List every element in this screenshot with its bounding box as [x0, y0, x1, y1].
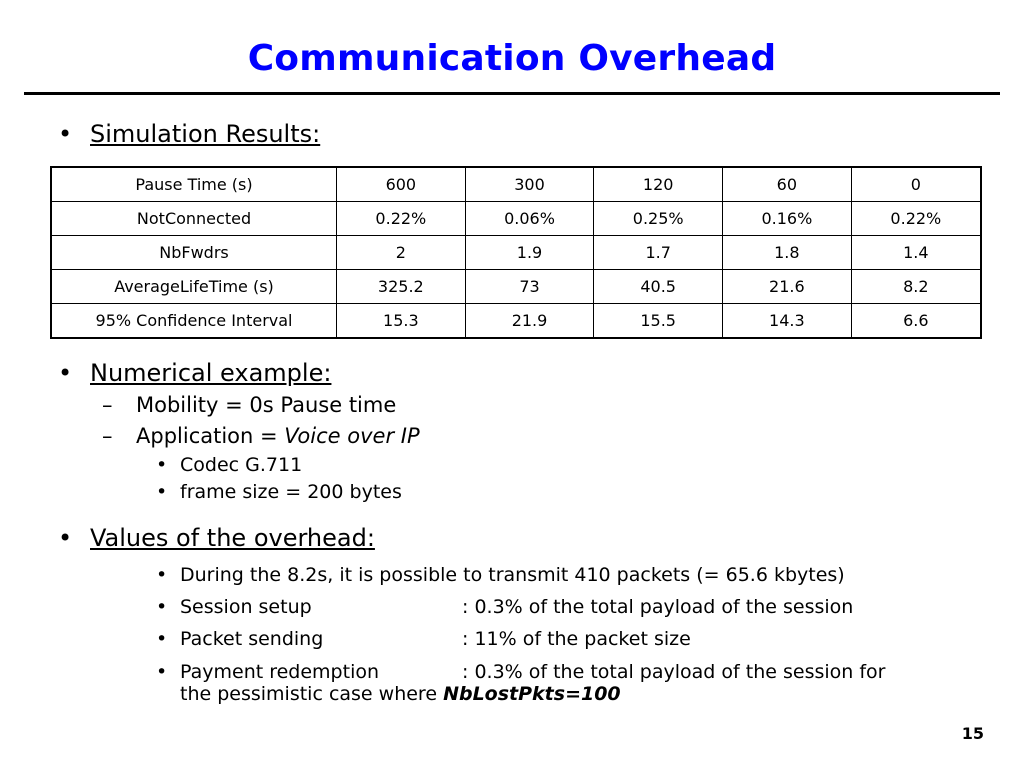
section-heading: Numerical example: — [90, 359, 332, 387]
bullet-icon: • — [156, 481, 168, 503]
table-row — [51, 236, 981, 270]
table-cell: NotConnected — [51, 202, 337, 236]
title-divider — [24, 92, 1000, 95]
bullet-icon: • — [156, 564, 168, 586]
table-row — [51, 202, 981, 236]
table-cell: 0.22% — [337, 202, 466, 236]
list-item-text: Payment redemption — [180, 661, 380, 683]
continuation-text: the pessimistic case where — [180, 683, 444, 705]
list-item-text: Mobility = 0s Pause time — [136, 393, 397, 417]
table-cell: Pause Time (s) — [51, 167, 337, 202]
list-item-text: Session setup — [180, 596, 312, 618]
table-cell: 21.6 — [723, 270, 852, 304]
table-cell: 0.25% — [594, 202, 723, 236]
results-table — [50, 166, 982, 339]
bullet-icon: • — [156, 661, 168, 683]
table-cell: 1.4 — [851, 236, 981, 270]
table-cell: 600 — [337, 167, 466, 202]
dash-icon: – — [102, 424, 113, 448]
table-cell: 1.9 — [465, 236, 594, 270]
table-row — [51, 167, 981, 202]
bullet-icon: • — [58, 120, 73, 148]
slide-title: Communication Overhead — [247, 38, 777, 79]
table-cell: 0.16% — [723, 202, 852, 236]
list-item-text: Packet sending — [180, 628, 324, 650]
table-cell: 6.6 — [851, 304, 981, 339]
list-item-value: : 0.3% of the total payload of the session — [462, 596, 854, 618]
bullet-icon: • — [156, 596, 168, 618]
table-cell: 325.2 — [337, 270, 466, 304]
table-row — [51, 270, 981, 304]
bullet-icon: • — [58, 359, 73, 387]
list-item-value: : 0.3% of the total payload of the session for — [462, 661, 886, 683]
table-cell: NbFwdrs — [51, 236, 337, 270]
table-cell: 1.8 — [723, 236, 852, 270]
table-cell: 120 — [594, 167, 723, 202]
bullet-icon: • — [156, 628, 168, 650]
table-cell: AverageLifeTime (s) — [51, 270, 337, 304]
table-cell: 300 — [465, 167, 594, 202]
list-item-emphasis: Voice over IP — [284, 424, 420, 448]
dash-icon: – — [102, 393, 113, 417]
section-heading: Simulation Results: — [90, 120, 321, 148]
bullet-icon: • — [156, 454, 168, 476]
list-item-label: Application = — [136, 424, 285, 448]
list-item-text — [136, 423, 420, 449]
page-number: 15 — [961, 724, 984, 743]
table-cell: 8.2 — [851, 270, 981, 304]
table-cell: 95% Confidence Interval — [51, 304, 337, 339]
list-item-continuation — [180, 682, 621, 706]
table-cell: 0.06% — [465, 202, 594, 236]
list-item-value: : 11% of the packet size — [462, 628, 691, 650]
list-item-text: During the 8.2s, it is possible to transmit 410 packets (= 65.6 kbytes) — [180, 564, 845, 586]
table-cell: 2 — [337, 236, 466, 270]
table-cell: 14.3 — [723, 304, 852, 339]
table-cell: 73 — [465, 270, 594, 304]
table-cell: 0.22% — [851, 202, 981, 236]
table-cell: 15.3 — [337, 304, 466, 339]
table-cell: 40.5 — [594, 270, 723, 304]
list-item-text: frame size = 200 bytes — [180, 481, 402, 503]
continuation-emphasis: NbLostPkts=100 — [443, 683, 621, 705]
table-row — [51, 304, 981, 339]
table-cell: 15.5 — [594, 304, 723, 339]
section-heading: Values of the overhead: — [90, 524, 375, 552]
bullet-icon: • — [58, 524, 73, 552]
table-cell: 21.9 — [465, 304, 594, 339]
table-cell: 0 — [851, 167, 981, 202]
table-cell: 1.7 — [594, 236, 723, 270]
table-cell: 60 — [723, 167, 852, 202]
list-item-text: Codec G.711 — [180, 454, 303, 476]
